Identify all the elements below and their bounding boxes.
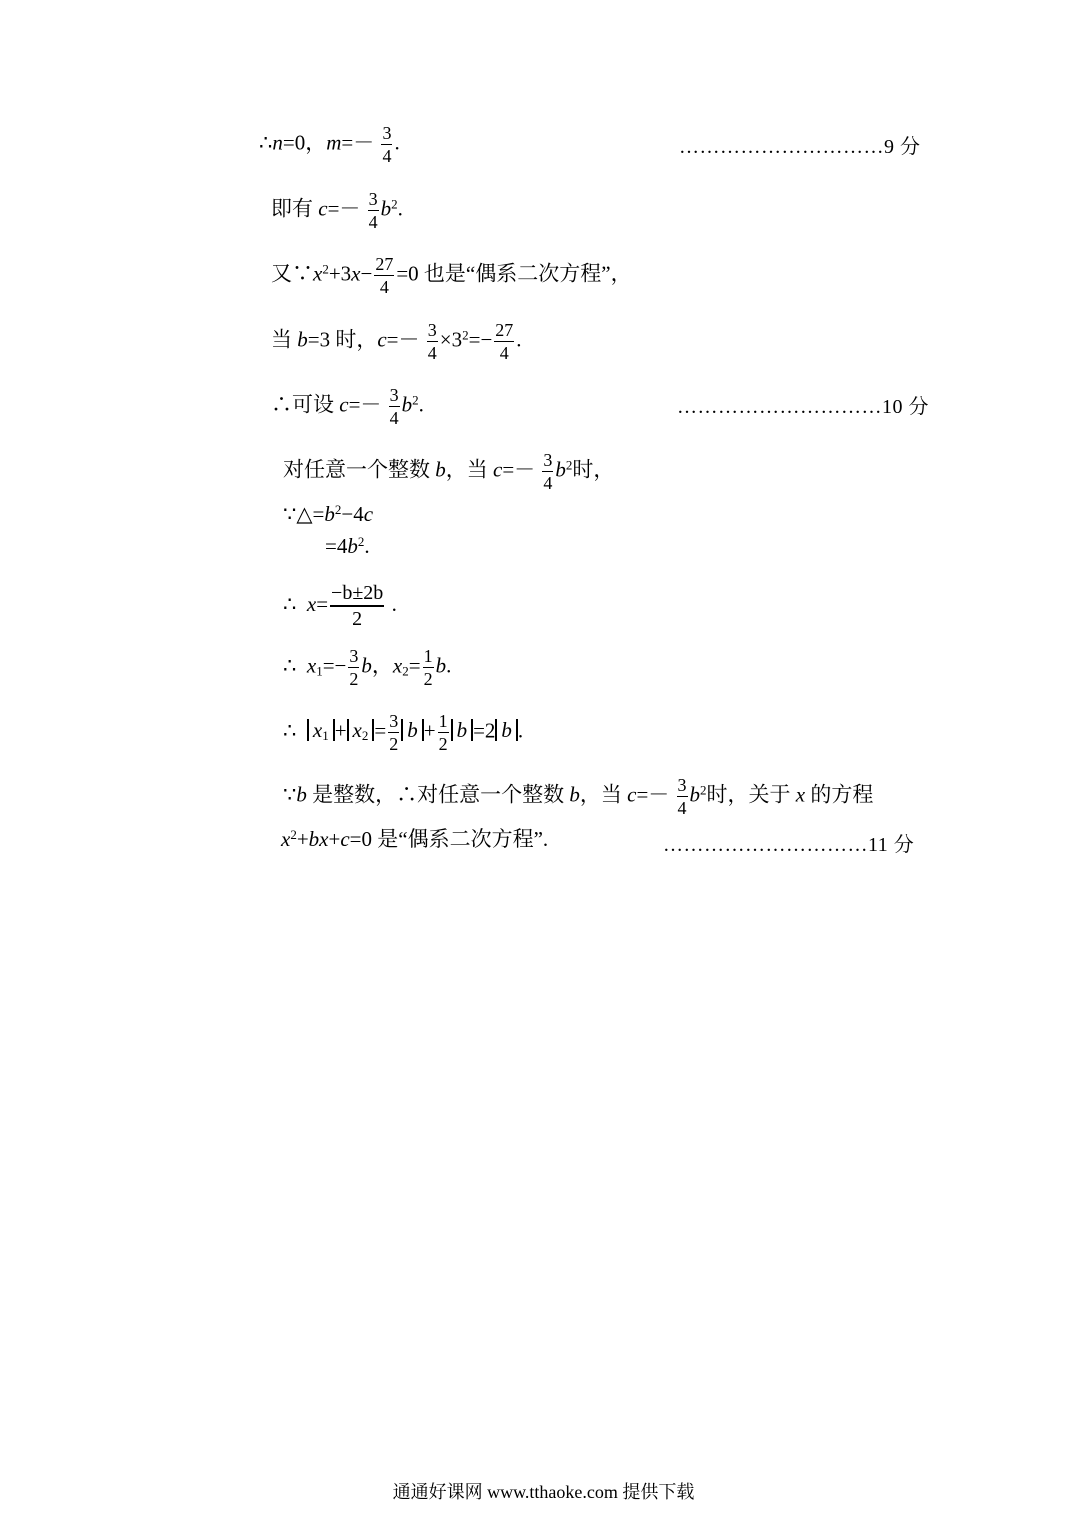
- line-final-equation: $x^2+bx+c=0$ 是“偶系二次方程”.: [281, 827, 549, 851]
- fraction: $\frac{3}{4}$: [382, 123, 392, 166]
- fraction: $\frac{27}{4}$: [375, 254, 394, 297]
- line-root-formula: ∴ x= $\frac{-b\pm 2b}{2}$ .: [283, 582, 397, 630]
- score-9: …………………………9 分: [679, 136, 921, 158]
- line-discriminant: $\because\triangle=b^2-4c$: [283, 502, 374, 526]
- fraction: $\frac{1}{2}$: [438, 711, 448, 754]
- fraction: $\frac{1}{2}$: [423, 646, 433, 689]
- fraction: $\frac{3}{2}$: [389, 711, 399, 754]
- abs-b: b: [451, 719, 474, 741]
- fraction: $\frac{3}{2}$: [349, 646, 359, 689]
- line-n-m-values: ∴n=0，m=－ $\frac{3}{4}$ .: [259, 123, 400, 166]
- line-any-integer: 对任意一个整数 b，当 c=－ $\frac{3}{4}$ $b^2$时，: [283, 450, 615, 493]
- line-example-equation: 又$\because x^2+3x-$ $\frac{27}{4}$ =0 也是“偶系二次方程”，: [271, 254, 632, 297]
- abs-x1: $x_1$: [307, 719, 335, 741]
- line-abs-sum: ∴ $x_1 + x_2$ = $\frac{3}{2}$ b + $\frac{1}{2}$ b =2 b .: [283, 711, 524, 754]
- score-11: …………………………11 分: [663, 834, 915, 856]
- abs-b: b: [495, 719, 518, 741]
- fraction: $\frac{3}{4}$: [677, 775, 687, 818]
- abs-x2: $x_2$: [347, 719, 375, 741]
- fraction: $\frac{3}{4}$: [389, 385, 399, 428]
- fraction: $\frac{27}{4}$: [495, 320, 514, 363]
- fraction: $\frac{3}{4}$: [543, 450, 553, 493]
- abs-b: b: [401, 719, 424, 741]
- footer-source: 通通好课网 www.tthaoke.com 提供下载: [392, 1482, 695, 1502]
- fraction: $\frac{-b\pm 2b}{2}$: [331, 582, 384, 630]
- line-conclusion: ∵b 是整数，∴对任意一个整数 b，当 c=－ $\frac{3}{4}$ $b^2$时，关于 x 的方程: [283, 775, 874, 818]
- line-roots: ∴ $x_1=-$ $\frac{3}{2}$ b，$x_2=$ $\frac{1}{2}$ b.: [283, 646, 452, 689]
- line-b-equals-3: 当 b=3 时，c=－ $\frac{3}{4}$ $\times 3^2=-$ $\frac{27}{4}$ .: [271, 320, 522, 363]
- line-discriminant-result: $=4b^2$.: [325, 534, 370, 558]
- line-c-expression: 即有 c=－ $\frac{3}{4}$ $b^2$.: [271, 189, 403, 232]
- score-10: …………………………10 分: [677, 396, 929, 418]
- fraction: $\frac{3}{4}$: [368, 189, 378, 232]
- fraction: $\frac{3}{4}$: [427, 320, 437, 363]
- line-assume-c: ∴可设 c=－ $\frac{3}{4}$ $b^2$.: [271, 385, 424, 428]
